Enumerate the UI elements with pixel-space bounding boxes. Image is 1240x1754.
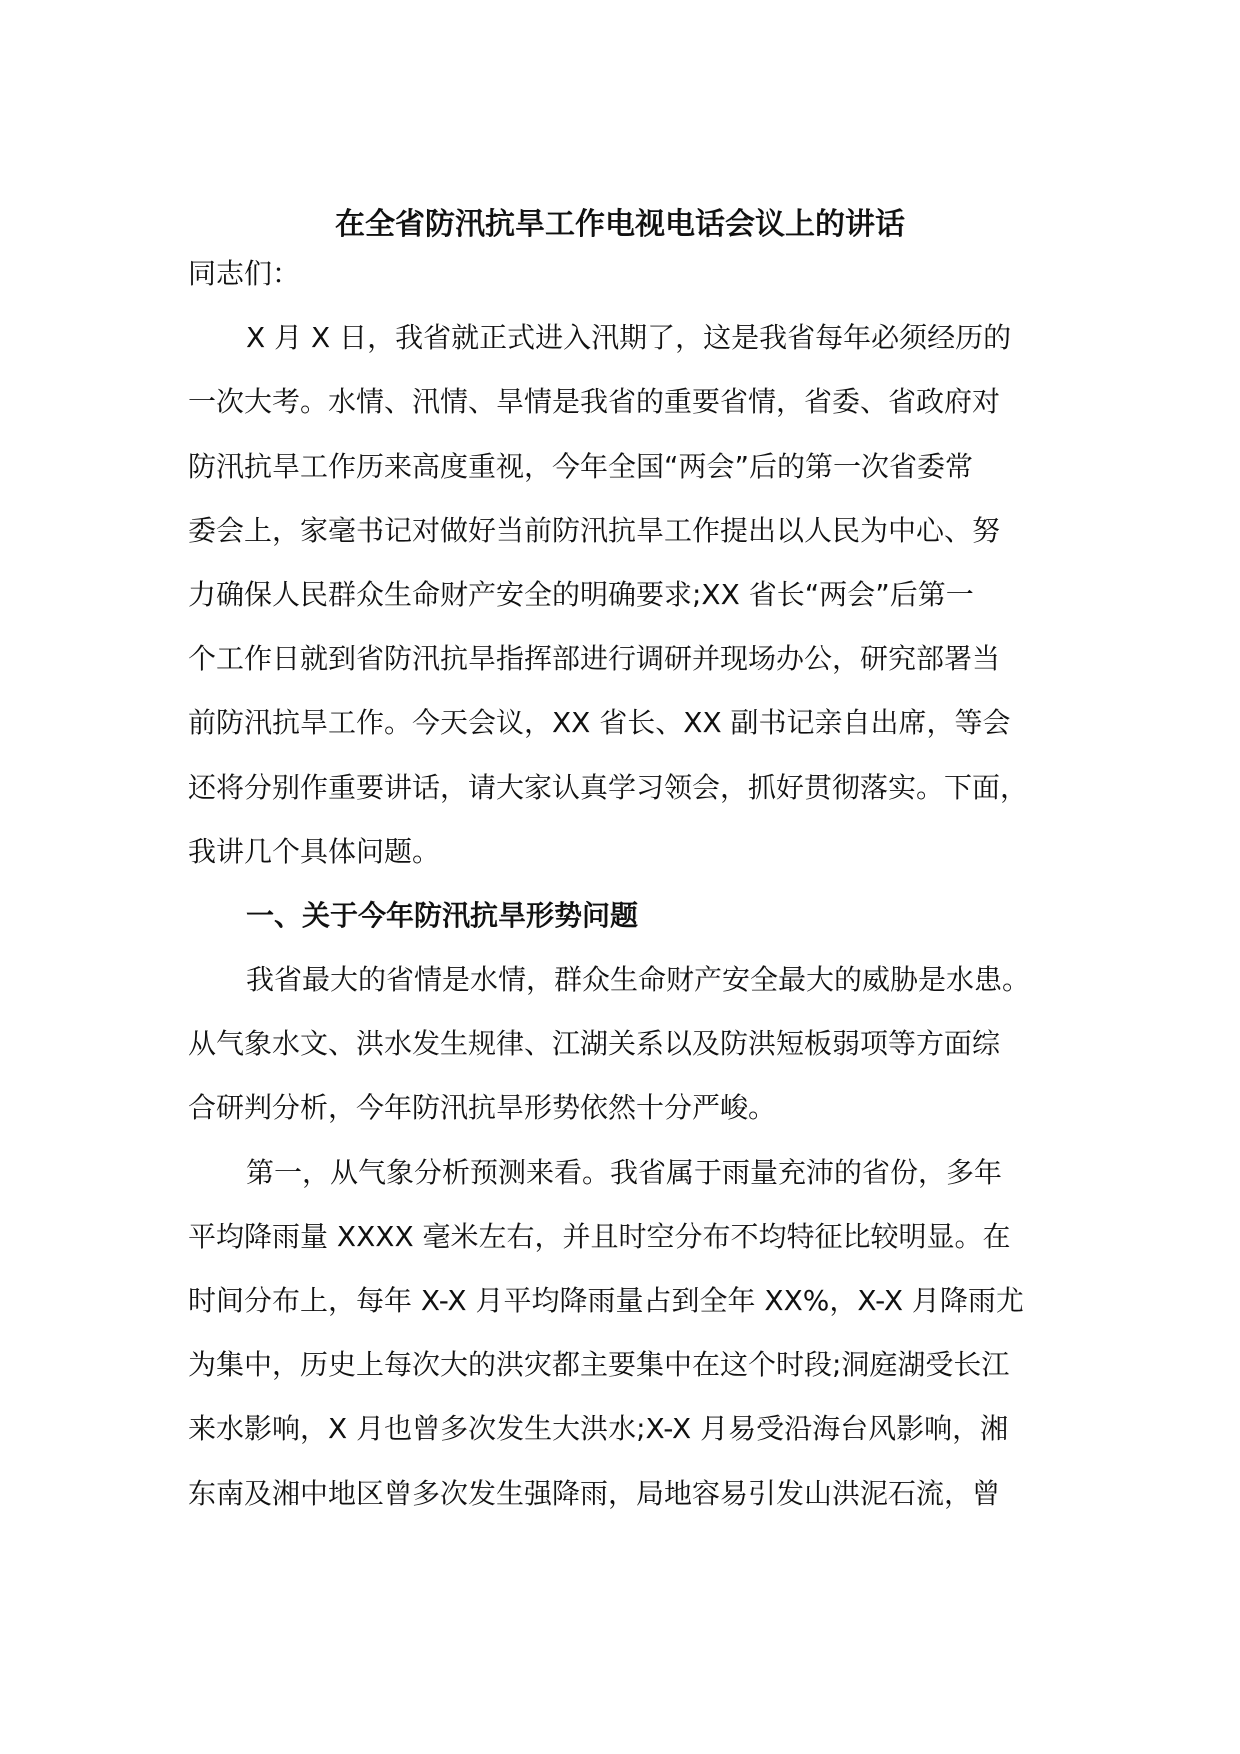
text-line: 我讲几个具体问题。 [188,834,441,868]
document-title: 在全省防汛抗旱工作电视电话会议上的讲话 [335,207,905,242]
text-line: 平均降雨量 XXXX 毫米左右，并且时空分布不均特征比较明显。在 [188,1219,1011,1253]
document-body [188,242,1068,1526]
text-line: 合研判分析，今年防汛抗旱形势依然十分严峻。 [188,1091,777,1125]
text-line: 为集中，历史上每次大的洪灾都主要集中在这个时段;洞庭湖受长江 [188,1348,1010,1382]
text-line: 我省最大的省情是水情，群众生命财产安全最大的威胁是水患。 [246,963,1031,997]
text-line: 还将分别作重要讲话，请大家认真学习领会，抓好贯彻落实。下面， [188,770,1029,804]
text-line: 从气象水文、洪水发生规律、江湖关系以及防洪短板弱项等方面综 [188,1027,1001,1061]
text-line: 东南及湘中地区曾多次发生强降雨，局地容易引发山洪泥石流，曾 [188,1476,1001,1510]
text-line: 防汛抗旱工作历来高度重视，今年全国“两会”后的第一次省委常 [188,449,974,483]
text-line: 个工作日就到省防汛抗旱指挥部进行调研并现场办公，研究部署当 [188,642,1001,676]
text-line: 时间分布上，每年 X-X 月平均降雨量占到全年 XX%，X-X 月降雨尤 [188,1284,1024,1317]
text-line: 力确保人民群众生命财产安全的明确要求;XX 省长“两会”后第一 [188,577,974,611]
section-heading: 一、关于今年防汛抗旱形势问题 [246,898,639,932]
text-line: 前防汛抗旱工作。今天会议，XX 省长、XX 副书记亲自出席，等会 [188,706,1011,740]
text-line: X 月 X 日，我省就正式进入汛期了，这是我省每年必须经历的 [246,321,1012,355]
text-line: 同志们： [188,257,301,290]
text-line: 委会上，家毫书记对做好当前防汛抗旱工作提出以人民为中心、努 [188,513,1001,547]
text-line: 来水影响，X 月也曾多次发生大洪水;X-X 月易受沿海台风影响，湘 [188,1412,1009,1446]
text-line: 一次大考。水情、汛情、旱情是我省的重要省情，省委、省政府对 [188,385,1001,419]
text-line: 第一，从气象分析预测来看。我省属于雨量充沛的省份，多年 [246,1155,1003,1189]
